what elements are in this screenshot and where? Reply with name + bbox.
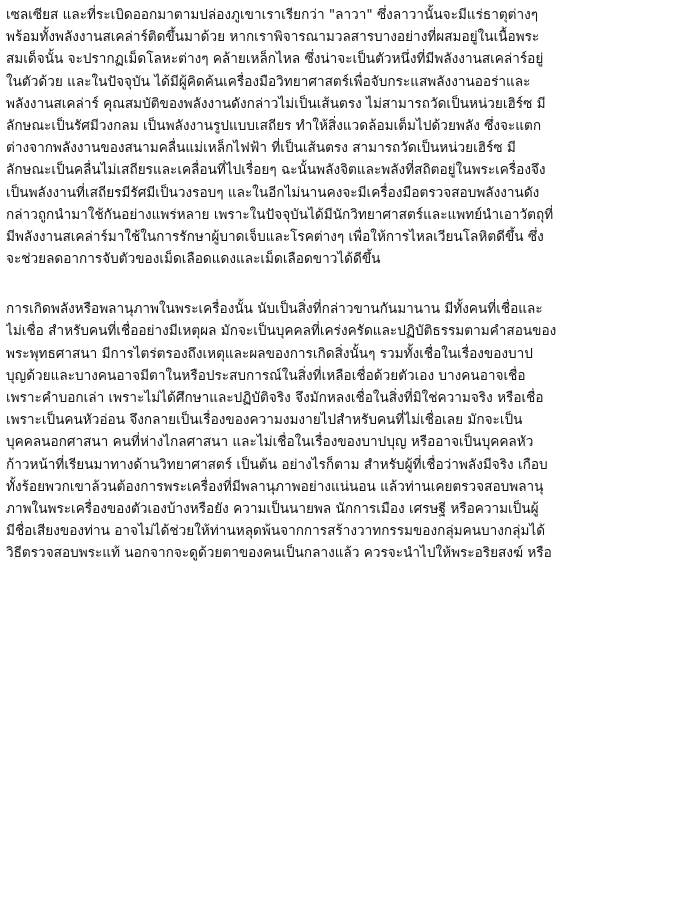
text-line: พระพุทธศาสนา มีการไตร่ตรองถึงเหตุและผลของการเกิดสิ่งนั้นๆ รวมทั้งเชื่อในเรื่องของบาป — [6, 345, 533, 362]
text-line: จะช่วยลดอาการจับตัวของเม็ดเลือดแดงและเม็ดเลือดขาวได้ดีขึ้น — [6, 251, 381, 268]
text-line: มีพลังงานสเคล่าร์มาใช้ในการรักษาผู้บาดเจ็บและโรคต่างๆ เพื่อให้การไหลเวียนโลหิตดีขึ้น ซึ่ง — [6, 228, 544, 245]
text-line: ลักษณะเป็นคลื่นไม่เสถียรและเคลื่อนที่ไปเรื่อยๆ ฉะนั้นพลังจิตและพลังที่สถิตอยู่ในพระเครื่องจึง — [6, 162, 546, 179]
text-line: เซลเซียส และที่ระเบิดออกมาตามปล่องภูเขาเราเรียกว่า "ลาวา" ซึ่งลาวานั้นจะมีแร่ธาตุต่างๆ — [6, 7, 539, 23]
text-line: เพราะเป็นคนหัวอ่อน จึงกลายเป็นเรื่องของความงมงายไปสำหรับคนที่ไม่เชื่อเลย มักจะเป็น — [6, 412, 523, 429]
paragraph-spacer — [6, 270, 694, 298]
text-line: ภาพในพระเครื่องของตัวเองบ้างหรือยัง ความเป็นนายพล นักการเมือง เศรษฐี หรือความเป็นผู้ — [6, 500, 539, 517]
text-line: ไม่เชื่อ สำหรับคนที่เชื่ออย่างมีเหตุผล มักจะเป็นบุคคลที่เคร่งครัดและปฏิบัติธรรมตามคำสอนของ — [6, 323, 557, 340]
text-line: ต่างจากพลังงานของสนามคลื่นแม่เหล็กไฟฟ้า ที่เป็นเส้นตรง สามารถวัดเป็นหน่วยเฮิร์ซ มี — [6, 140, 516, 157]
text-line: ในตัวด้วย และในปัจจุบัน ได้มีผู้คิดค้นเครื่องมือวิทยาศาสตร์เพื่อจับกระแสพลังงานออร่าและ — [6, 73, 531, 90]
text-line: บุญด้วยและบางคนอาจมีตาในหรือประสบการณ์ในสิ่งที่เหลือเชื่อด้วยตัวเอง บางคนอาจเชื่อ — [6, 367, 526, 384]
text-line: มีชื่อเสียงของท่าน อาจไม่ได้ช่วยให้ท่านหลุดพ้นจากการสร้างวาทกรรมของกลุ่มคนบางกลุ่มได้ — [6, 523, 546, 540]
text-line: สมเด็จนั้น จะปรากฏเม็ดโลหะต่างๆ คล้ายเหล็กไหล ซึ่งน่าจะเป็นตัวหนึ่งที่มีพลังงานสเคล่าร์อยู่ — [6, 51, 544, 68]
text-line: เพราะคำบอกเล่า เพราะไม่ได้ศึกษาและปฏิบัติจริง จึงมักหลงเชื่อในสิ่งที่มิใช่ความจริง หรือเชื่อ — [6, 390, 544, 406]
text-line: กล่าวถูกนำมาใช้กันอย่างแพร่หลาย เพราะในปัจจุบันได้มีนักวิทยาศาสตร์และแพทย์นำเอาวัตถุที่ — [6, 206, 554, 223]
text-line: บุคคลนอกศาสนา คนที่ห่างไกลศาสนา และไม่เชื่อในเรื่องของบาปบุญ หรืออาจเป็นบุคคลหัว — [6, 434, 534, 451]
text-line: ทั้งร้อยพวกเขาล้วนต้องการพระเครื่องที่มีพลานุภาพอย่างแน่นอน แล้วท่านเคยตรวจสอบพลานุ — [6, 478, 544, 495]
paragraph-amulet-power — [6, 298, 694, 564]
text-line: วิธีตรวจสอบพระแท้ นอกจากจะดูด้วยตาของคนเป็นกลางแล้ว ควรจะนำไปให้พระอริยสงฆ์ หรือ — [6, 545, 552, 562]
document-page — [6, 4, 694, 565]
text-line: พร้อมทั้งพลังงานสเคล่าร์ติดขึ้นมาด้วย หากเราพิจารณามวลสารบางอย่างที่ผสมอยู่ในเนื้อพระ — [6, 29, 540, 46]
text-line: ก้าวหน้าที่เรียนมาทางด้านวิทยาศาสตร์ เป็นต้น อย่างไรก็ตาม สำหรับผู้ที่เชื่อว่าพลังมีจริง เกือบ — [6, 456, 548, 473]
text-line: พลังงานสเคล่าร์ คุณสมบัติของพลังงานดังกล่าวไม่เป็นเส้นตรง ไม่สามารถวัดเป็นหน่วยเฮิร์ซ มี — [6, 95, 546, 112]
text-line: ลักษณะเป็นรัศมีวงกลม เป็นพลังงานรูปแบบเสถียร ทำให้สิ่งแวดล้อมเต็มไปด้วยพลัง ซึ่งจะแตก — [6, 117, 542, 134]
paragraph-scalar-energy — [6, 4, 694, 270]
text-line: การเกิดพลังหรือพลานุภาพในพระเครื่องนั้น นับเป็นสิ่งที่กล่าวขานกันมานาน มีทั้งคนที่เชื่อและ — [6, 301, 543, 318]
text-line: เป็นพลังงานที่เสถียรมีรัศมีเป็นวงรอบๆ และในอีกไม่นานคงจะมีเครื่องมือตรวจสอบพลังงานดัง — [6, 184, 540, 201]
